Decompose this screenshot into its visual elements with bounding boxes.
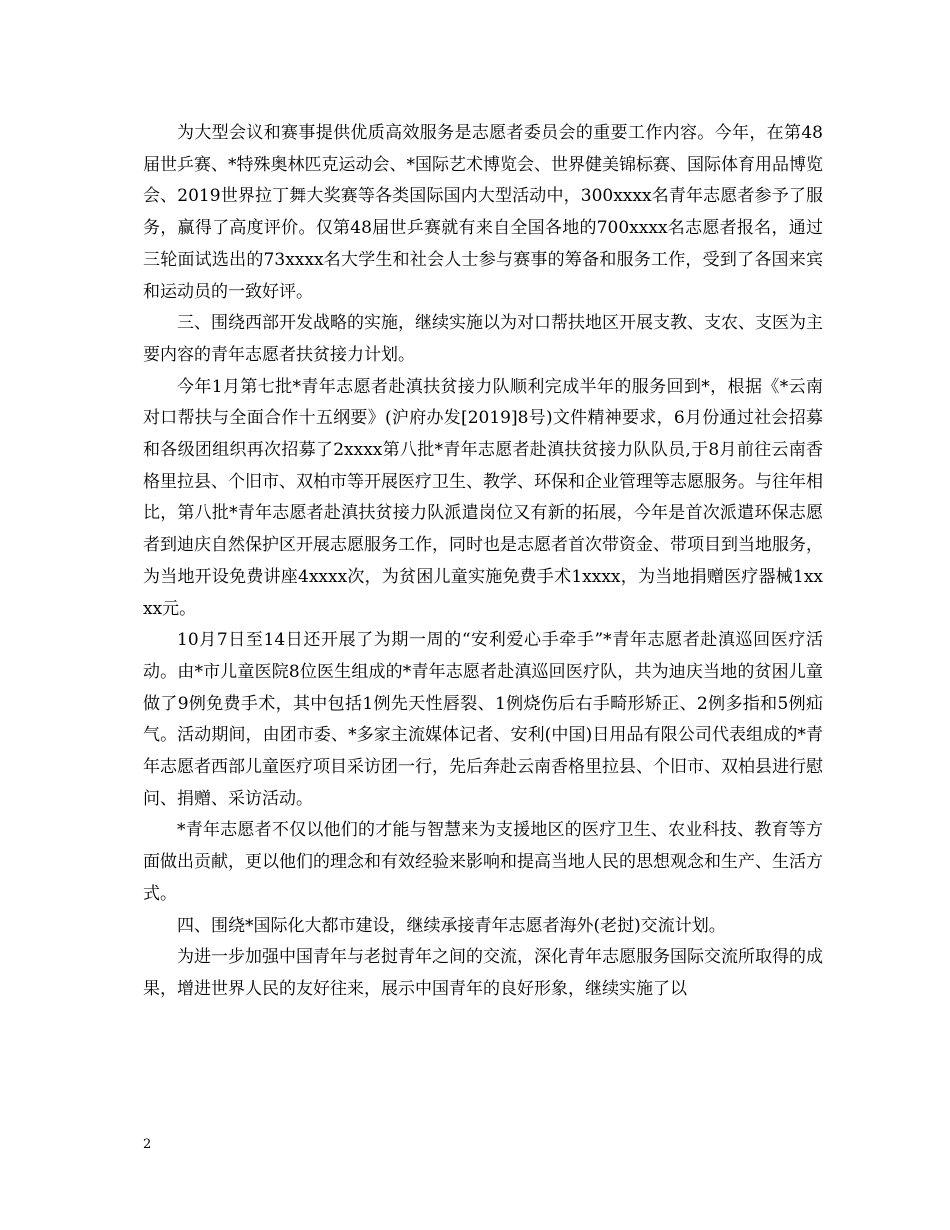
document-body	[143, 118, 823, 1006]
page-number: 2	[143, 1137, 152, 1152]
paragraph-laos-exchange: 为进一步加强中国青年与老挝青年之间的交流，深化青年志愿服务国际交流所取得的成果，增进世界人民的友好往来，展示中国青年的良好形象，继续实施了以	[143, 947, 823, 999]
paragraph-yunnan-relay: 今年1月第七批*青年志愿者赴滇扶贫接力队顺利完成半年的服务回到*，根据《*云南对口帮扶与全面合作十五纲要》(沪府办发[2019]8号)文件精神要求，6月份通过社会招募和各级团组织再次招募了2xxxx第八批*青年志愿者赴滇扶贫接力队队员,于8月前往云南香格里拉县、个旧市、双柏市等开展医疗卫生、教学、环保和企业管理等志愿服务。与往年相比，第八批*青年志愿者赴滇扶贫接力队派遣岗位又有新的拓展，今年是首次派遣环保志愿者到迪庆自然保护区开展志愿服务工作，同时也是志愿者首次带资金、带项目到当地服务，为当地开设免费讲座4xxxx次，为贫困儿童实施免费手术1xxxx，为当地捐赠医疗器械1xxxx元。	[143, 376, 823, 619]
paragraph-volunteer-contribution: *青年志愿者不仅以他们的才能与智慧来为支援地区的医疗卫生、农业科技、教育等方面做出贡献，更以他们的理念和有效经验来影响和提高当地人民的思想观念和生产、生活方式。	[143, 820, 823, 904]
paragraph-medical-tour: 10月7日至14日还开展了为期一周的“安利爱心手牵手”*青年志愿者赴滇巡回医疗活动。由*市儿童医院8位医生组成的*青年志愿者赴滇巡回医疗队，共为迪庆当地的贫困儿童做了9例免费手术，其中包括1例先天性唇裂、1例烧伤后右手畸形矫正、2例多指和5例疝气。活动期间，由团市委、*多家主流媒体记者、安利(中国)日用品有限公司代表组成的*青年志愿者西部儿童医疗项目采访团一行，先后奔赴云南香格里拉县、个旧市、双柏县进行慰问、捐赠、采访活动。	[143, 630, 823, 809]
paragraph-volunteer-events: 为大型会议和赛事提供优质高效服务是志愿者委员会的重要工作内容。今年，在第48届世乒赛、*特殊奥林匹克运动会、*国际艺术博览会、世界健美锦标赛、国际体育用品博览会、2019世界拉丁舞大奖赛等各类国际国内大型活动中，300xxxx名青年志愿者参予了服务，赢得了高度评价。仅第48届世乒赛就有来自全国各地的700xxxx名志愿者报名，通过三轮面试选出的73xxxx名大学生和社会人士参与赛事的筹备和服务工作，受到了各国来宾和运动员的一致好评。	[143, 123, 823, 302]
paragraph-section-three-heading: 三、围绕西部开发战略的实施，继续实施以为对口帮扶地区开展支教、支农、支医为主要内容的青年志愿者扶贫接力计划。	[143, 313, 823, 365]
paragraph-section-four-heading: 四、围绕*国际化大都市建设，继续承接青年志愿者海外(老挝)交流计划。	[177, 915, 726, 936]
